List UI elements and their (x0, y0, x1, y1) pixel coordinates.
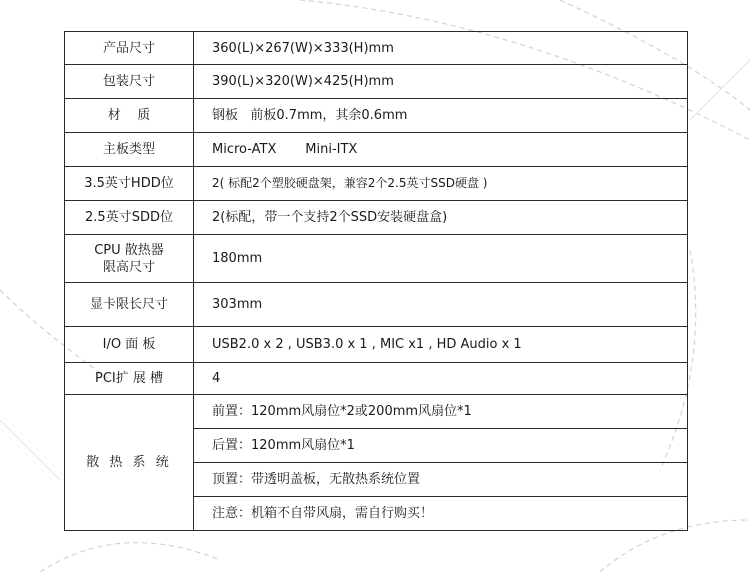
cooling-item: 后置：120mm风扇位*1 (194, 429, 688, 463)
row-label: 包装尺寸 (65, 65, 194, 99)
row-label: 产品尺寸 (65, 32, 194, 65)
row-value: 钢板 前板0.7mm，其余0.6mm (194, 99, 688, 133)
spec-row-hdd-bays (65, 167, 688, 201)
row-value: 360(L)×267(W)×333(H)mm (194, 32, 688, 65)
row-label-line: CPU 散热器 (94, 242, 164, 258)
spec-row-gpu-length (65, 283, 688, 327)
row-label-line: 限高尺寸 (102, 259, 155, 275)
row-value: USB2.0 x 2 , USB3.0 x 1 , MIC x1 , HD Audio x 1 (194, 327, 688, 363)
spec-row-material (65, 99, 688, 133)
row-value: 2( 标配2个塑胶硬盘架，兼容2个2.5英寸SSD硬盘 ) (194, 167, 688, 201)
row-label: I/O 面 板 (65, 327, 194, 363)
cooling-note: 注意：机箱不自带风扇，需自行购买！ (194, 497, 688, 531)
row-value: Micro-ATX Mini-ITX (194, 133, 688, 167)
row-label: 主板类型 (65, 133, 194, 167)
row-value: 390(L)×320(W)×425(H)mm (194, 65, 688, 99)
spec-row-product-size (65, 32, 688, 65)
cooling-item: 前置：120mm风扇位*2或200mm风扇位*1 (194, 395, 688, 429)
row-value: 2(标配，带一个支持2个SSD安装硬盘盒) (194, 201, 688, 235)
spec-row-cpu-cooler (65, 235, 688, 283)
row-label: 2.5英寸SDD位 (65, 201, 194, 235)
spec-row-pci-slots (65, 363, 688, 395)
spec-row-io-panel (65, 327, 688, 363)
row-label: 3.5英寸HDD位 (65, 167, 194, 201)
spec-row-motherboard (65, 133, 688, 167)
spec-row-cooling-front (65, 395, 688, 429)
row-value: 4 (194, 363, 688, 395)
row-label: 显卡限长尺寸 (65, 283, 194, 327)
row-label (65, 235, 194, 283)
cooling-item: 顶置：带透明盖板，无散热系统位置 (194, 463, 688, 497)
cooling-label: 散 热 系 统 (65, 395, 194, 531)
spec-table (64, 31, 688, 531)
spec-row-package-size (65, 65, 688, 99)
row-value: 303mm (194, 283, 688, 327)
spec-row-ssd-bays (65, 201, 688, 235)
row-label: 材 质 (65, 99, 194, 133)
row-value: 180mm (194, 235, 688, 283)
row-label: PCI扩 展 槽 (65, 363, 194, 395)
